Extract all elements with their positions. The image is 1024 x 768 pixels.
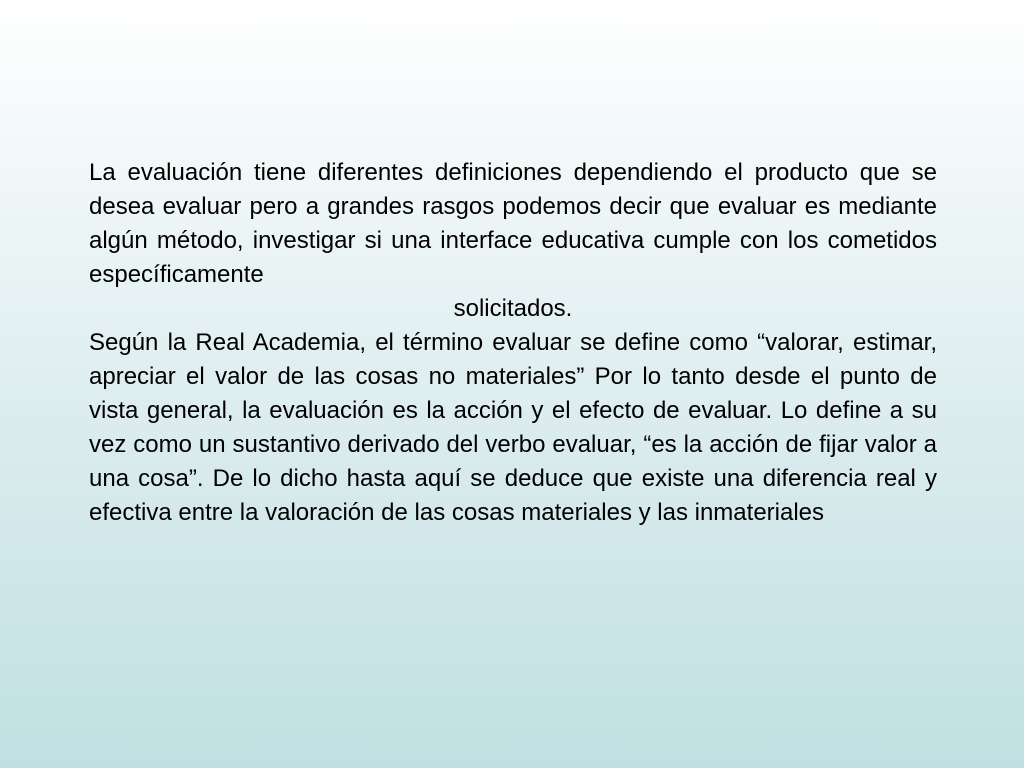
paragraph-evaluation-definition <box>89 156 937 326</box>
body-text-block <box>89 156 937 530</box>
paragraph-1-last-line: solicitados. <box>453 295 573 322</box>
paragraph-real-academia: Según la Real Academia, el término evaluar se define como “valorar, estimar, apreciar el valor de las cosas no materiales” Por lo tanto desde el punto de vista general, la evaluación es la acción y el efecto de evaluar. Lo define a su vez como un sustantivo derivado del verbo evaluar, “es la acción de fijar valor a una cosa”. De lo dicho hasta aquí se deduce que existe una diferencia real y efectiva entre la valoración de las cosas materiales y las inmateriales <box>89 329 937 526</box>
paragraph-1-text: La evaluación tiene diferentes definiciones dependiendo el producto que se desea evaluar pero a grandes rasgos podemos decir que evaluar es mediante algún método, investigar si una interface educativa cumple con los cometidos específicamente <box>89 159 937 288</box>
